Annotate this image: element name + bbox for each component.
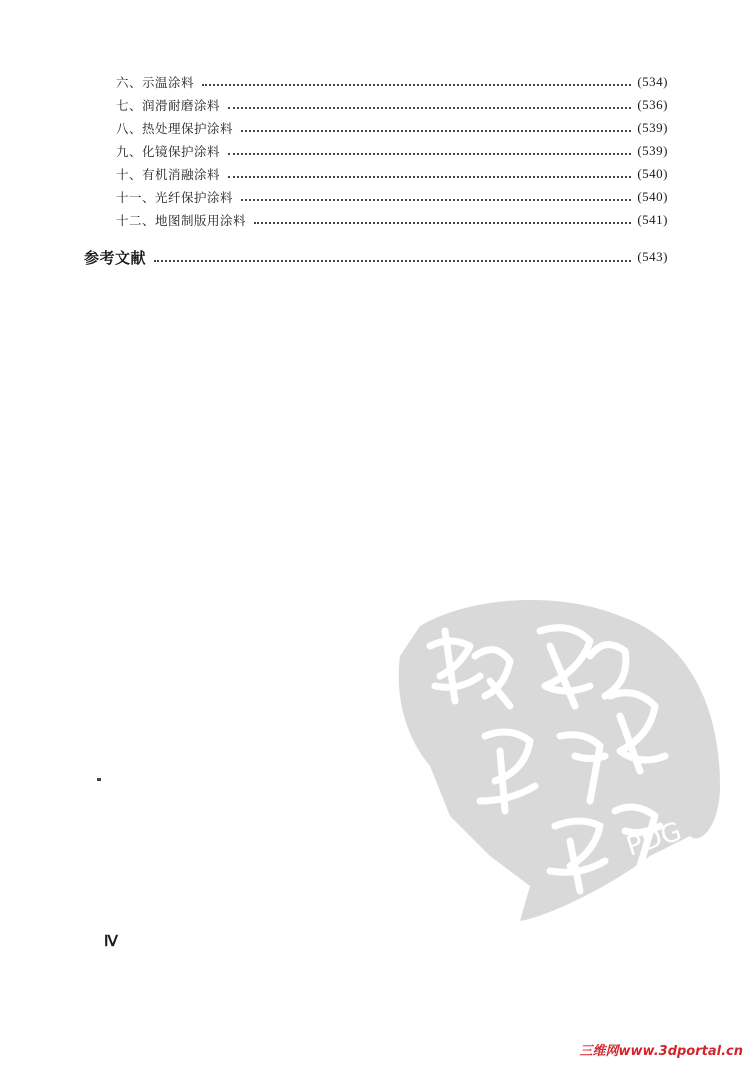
toc-entry[interactable] <box>84 116 668 139</box>
page-number: Ⅳ <box>104 934 117 950</box>
toc-entry[interactable] <box>84 162 668 185</box>
seal-stamp-watermark <box>390 586 735 926</box>
toc-entry-page: (539) <box>637 142 668 158</box>
toc-entry[interactable] <box>84 93 668 116</box>
toc-leader-dots <box>228 106 631 109</box>
toc-entry-title: 七、润滑耐磨涂料 <box>116 97 221 113</box>
toc-leader-dots <box>254 221 631 224</box>
toc-entry-page: (543) <box>637 249 668 264</box>
scan-speck <box>97 778 101 781</box>
toc-entry[interactable] <box>84 70 668 93</box>
toc-entry-page: (540) <box>637 188 668 204</box>
toc-entry-page: (541) <box>637 211 668 227</box>
toc-entry-title: 十、有机消融涂料 <box>116 166 221 182</box>
toc-entry-title: 六、示温涂料 <box>116 74 195 90</box>
seal-watermark-text: PDG <box>622 816 686 863</box>
toc-entry-title: 九、化镜保护涂料 <box>116 143 221 159</box>
toc-entry-title: 八、热处理保护涂料 <box>116 120 234 136</box>
toc-entry-title: 参考文献 <box>84 248 147 267</box>
toc-entry-page: (539) <box>637 119 668 135</box>
toc-entry-page: (540) <box>637 165 668 181</box>
toc-leader-dots <box>154 259 631 262</box>
toc-entry[interactable] <box>84 185 668 208</box>
toc-leader-dots <box>228 152 631 155</box>
toc-entry-title: 十一、光纤保护涂料 <box>116 189 234 205</box>
table-of-contents <box>84 70 668 269</box>
toc-leader-dots <box>202 83 631 86</box>
toc-entry[interactable] <box>84 139 668 162</box>
toc-entry-page: (534) <box>637 73 668 89</box>
toc-leader-dots <box>241 198 631 201</box>
toc-entry-references[interactable] <box>84 245 668 269</box>
toc-entry-title: 十二、地图制版用涂料 <box>116 212 247 228</box>
toc-leader-dots <box>228 175 631 178</box>
toc-entry-page: (536) <box>637 96 668 112</box>
toc-leader-dots <box>241 129 631 132</box>
toc-entry[interactable] <box>84 208 668 231</box>
site-watermark[interactable]: 三维网www.3dportal.cn <box>579 1044 743 1059</box>
